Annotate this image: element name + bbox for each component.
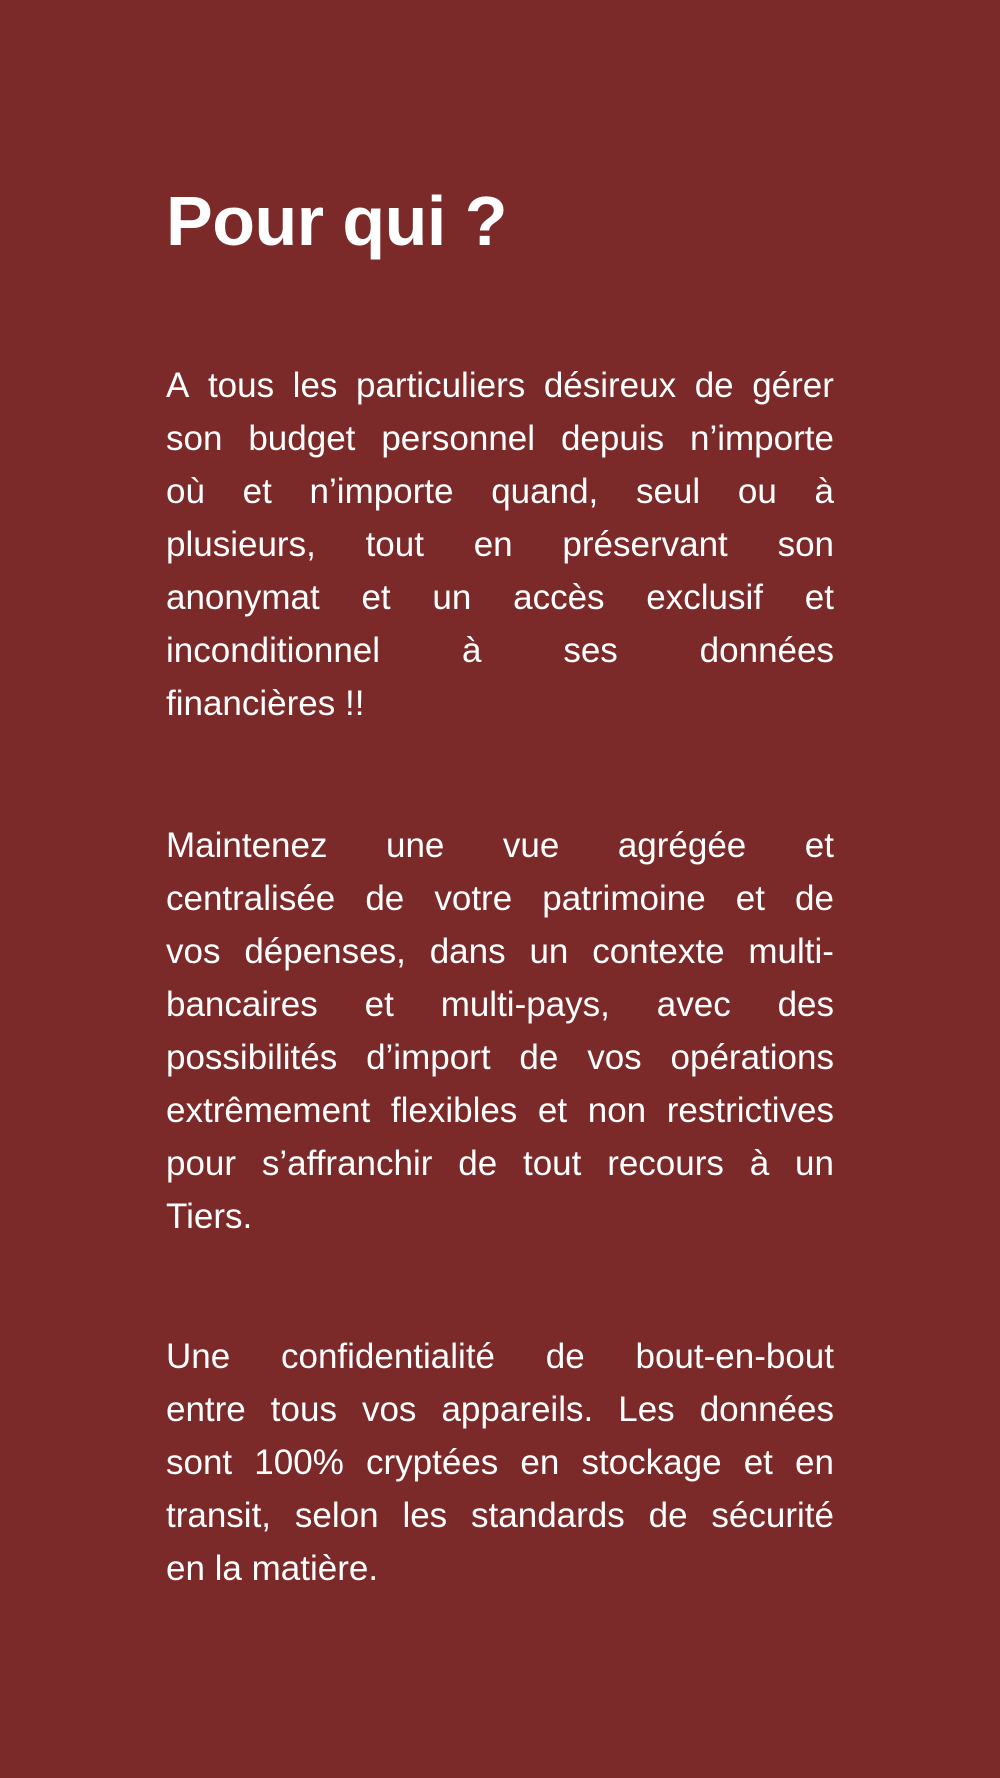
paragraph-line bbox=[166, 925, 834, 978]
word: non bbox=[587, 1091, 647, 1130]
word: tous bbox=[207, 366, 275, 405]
word: en bbox=[520, 1443, 560, 1482]
word: standards bbox=[471, 1496, 625, 1535]
word: un bbox=[795, 1144, 834, 1183]
word: et bbox=[361, 578, 391, 617]
word: plusieurs, bbox=[166, 525, 316, 564]
word: et bbox=[537, 1091, 568, 1130]
word: tout bbox=[522, 1144, 582, 1183]
word: où bbox=[166, 472, 205, 511]
word: multi-pays, bbox=[440, 985, 610, 1024]
word: une bbox=[385, 826, 445, 865]
word: dans bbox=[429, 932, 506, 971]
word: stockage bbox=[581, 1443, 722, 1482]
word: transit, bbox=[166, 1496, 272, 1535]
paragraph-line bbox=[166, 872, 834, 925]
word: vue bbox=[502, 826, 560, 865]
word: et bbox=[735, 879, 765, 918]
word: anonymat bbox=[166, 578, 320, 617]
word: de bbox=[545, 1337, 585, 1376]
paragraph-aggregated-view bbox=[166, 819, 834, 1243]
paragraph-target-audience bbox=[166, 359, 834, 730]
word: à bbox=[814, 472, 834, 511]
word: agrégée bbox=[617, 826, 747, 865]
paragraph-line bbox=[166, 978, 834, 1031]
word: particuliers bbox=[356, 366, 526, 405]
word: multi- bbox=[748, 932, 834, 971]
word: recours bbox=[607, 1144, 724, 1183]
word: exclusif bbox=[646, 578, 764, 617]
paragraph-line bbox=[166, 465, 834, 518]
word: en bbox=[795, 1443, 834, 1482]
word: sécurité bbox=[711, 1496, 834, 1535]
word: budget bbox=[248, 419, 356, 458]
paragraph-line bbox=[166, 571, 834, 624]
word: les bbox=[292, 366, 338, 405]
word: bancaires bbox=[166, 985, 318, 1024]
word: votre bbox=[434, 879, 513, 918]
word: Maintenez bbox=[166, 826, 328, 865]
word: accès bbox=[513, 578, 605, 617]
paragraph-line: en la matière. bbox=[166, 1549, 379, 1588]
word: d’import bbox=[366, 1038, 491, 1077]
paragraph-line bbox=[166, 518, 834, 571]
paragraph-line bbox=[166, 1489, 834, 1542]
word: dépenses, bbox=[244, 932, 406, 971]
word: Les bbox=[618, 1390, 675, 1429]
paragraph-line bbox=[166, 1330, 834, 1383]
word: de bbox=[458, 1144, 498, 1183]
word: des bbox=[777, 985, 834, 1024]
page-title: Pour qui ? bbox=[166, 182, 508, 260]
word: seul bbox=[635, 472, 701, 511]
word: centralisée bbox=[166, 879, 336, 918]
word: cryptées bbox=[365, 1443, 499, 1482]
word: à bbox=[749, 1144, 770, 1183]
word: contexte bbox=[592, 932, 725, 971]
word: possibilités bbox=[166, 1038, 338, 1077]
word: de bbox=[519, 1038, 559, 1077]
paragraph-line bbox=[166, 819, 834, 872]
word: données bbox=[699, 1390, 834, 1429]
word: Une bbox=[166, 1337, 231, 1376]
word: quand, bbox=[491, 472, 599, 511]
word: restrictives bbox=[666, 1091, 834, 1130]
word: désireux bbox=[543, 366, 677, 405]
word: inconditionnel bbox=[166, 631, 381, 670]
word: de bbox=[365, 879, 405, 918]
word: ses bbox=[563, 631, 618, 670]
word: en bbox=[473, 525, 513, 564]
paragraph-line bbox=[166, 1137, 834, 1190]
word: confidentialité bbox=[280, 1337, 496, 1376]
word: n’importe bbox=[690, 419, 834, 458]
word: et bbox=[804, 826, 834, 865]
word: entre bbox=[166, 1390, 246, 1429]
word: gérer bbox=[752, 366, 834, 405]
paragraph-line bbox=[166, 624, 834, 677]
word: patrimoine bbox=[542, 879, 706, 918]
word: tout bbox=[365, 525, 424, 564]
word: A bbox=[166, 366, 190, 405]
word: n’importe bbox=[309, 472, 454, 511]
paragraph-line: Tiers. bbox=[166, 1197, 253, 1236]
paragraph-confidentiality bbox=[166, 1330, 834, 1595]
word: les bbox=[402, 1496, 448, 1535]
word: un bbox=[529, 932, 569, 971]
paragraph-line bbox=[166, 1031, 834, 1084]
word: à bbox=[461, 631, 482, 670]
word: bout-en-bout bbox=[635, 1337, 834, 1376]
word: et bbox=[364, 985, 394, 1024]
word: extrêmement bbox=[166, 1091, 371, 1130]
word: de bbox=[694, 366, 734, 405]
word: vos bbox=[587, 1038, 642, 1077]
word: et bbox=[242, 472, 272, 511]
word: préservant bbox=[562, 525, 728, 564]
word: tous bbox=[270, 1390, 337, 1429]
word: 100% bbox=[254, 1443, 344, 1482]
word: de bbox=[795, 879, 834, 918]
word: et bbox=[743, 1443, 773, 1482]
word: son bbox=[777, 525, 834, 564]
paragraph-line bbox=[166, 359, 834, 412]
paragraph-line bbox=[166, 1436, 834, 1489]
word: données bbox=[699, 631, 834, 670]
word: vos bbox=[361, 1390, 417, 1429]
word: un bbox=[432, 578, 472, 617]
word: flexibles bbox=[390, 1091, 518, 1130]
word: pour bbox=[166, 1144, 237, 1183]
paragraph-line: financières !! bbox=[166, 684, 365, 723]
word: selon bbox=[294, 1496, 379, 1535]
word: son bbox=[166, 419, 223, 458]
paragraph-line bbox=[166, 412, 834, 465]
word: de bbox=[648, 1496, 688, 1535]
word: ou bbox=[737, 472, 777, 511]
word: et bbox=[804, 578, 834, 617]
word: sont bbox=[166, 1443, 233, 1482]
word: personnel bbox=[381, 419, 536, 458]
word: depuis bbox=[560, 419, 665, 458]
word: appareils. bbox=[441, 1390, 594, 1429]
paragraph-line bbox=[166, 1084, 834, 1137]
word: avec bbox=[656, 985, 731, 1024]
word: opérations bbox=[670, 1038, 834, 1077]
word: vos bbox=[166, 932, 221, 971]
paragraph-line bbox=[166, 1383, 834, 1436]
word: s’affranchir bbox=[261, 1144, 433, 1183]
